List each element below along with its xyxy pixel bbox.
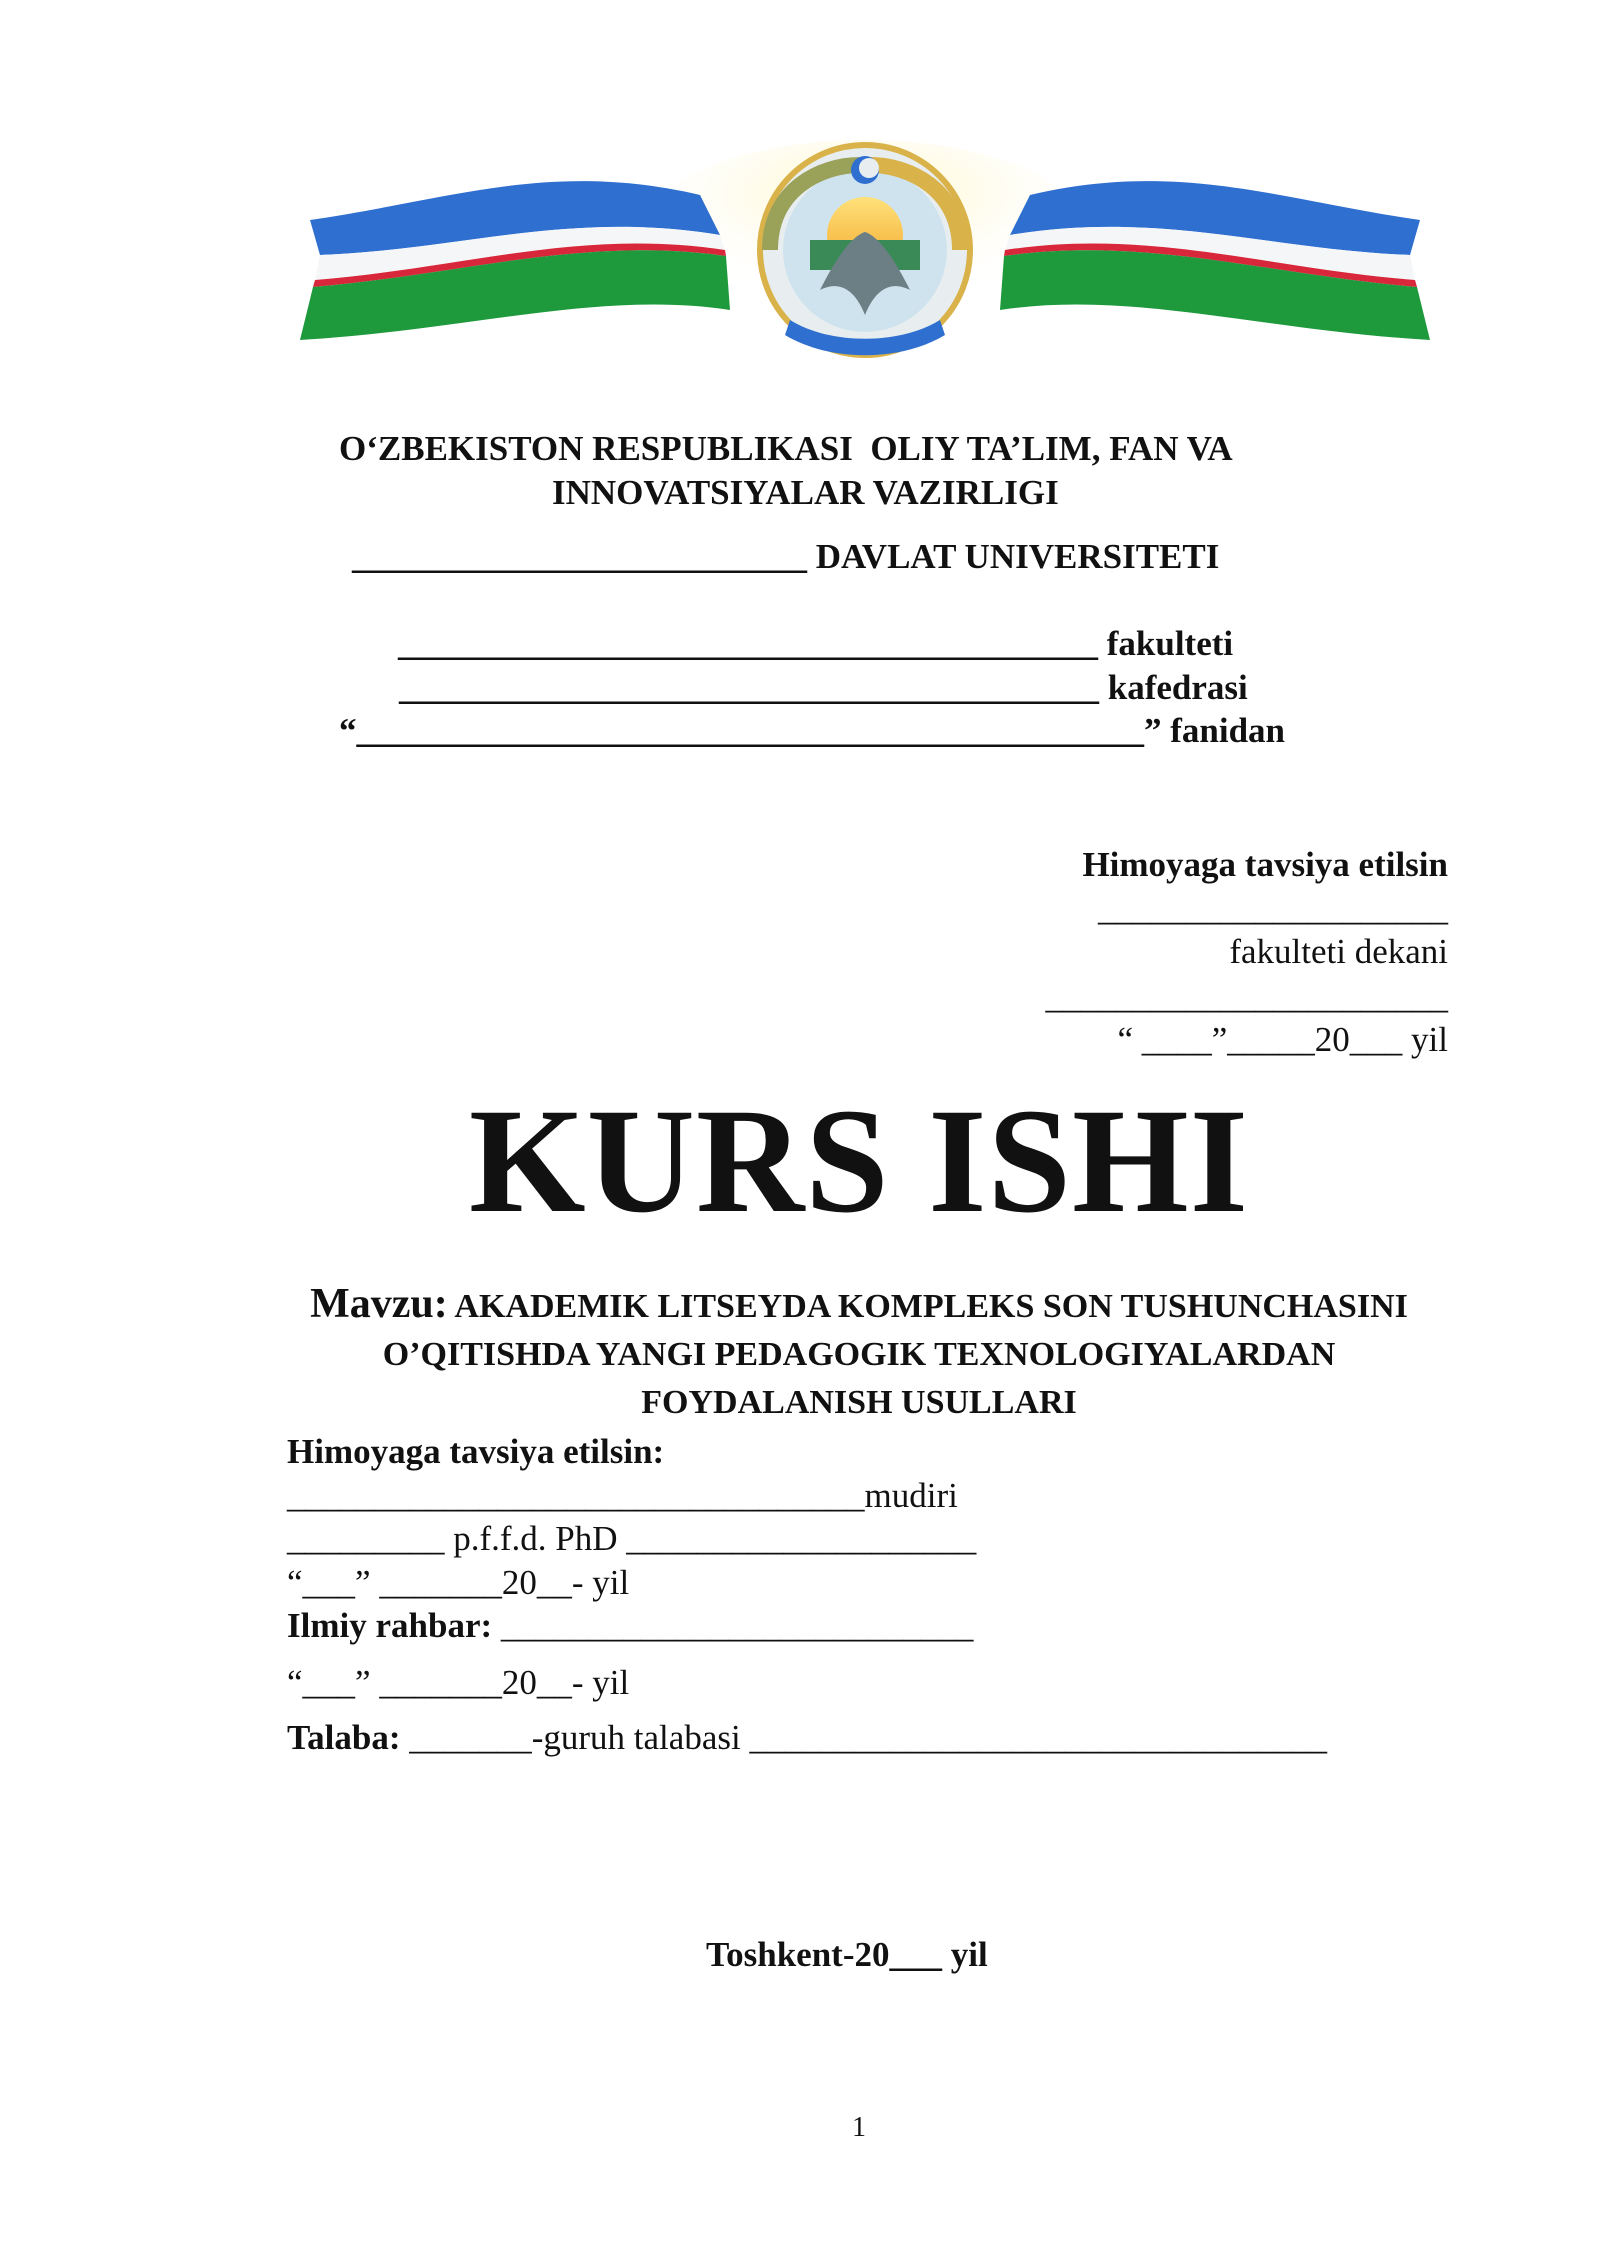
dean-approval-title: Himoyaga tavsiya etilsin	[1082, 845, 1448, 884]
student-line	[287, 1718, 1327, 1758]
defense-title: Himoyaga tavsiya etilsin:	[287, 1432, 665, 1471]
student-group-text: _______-guruh talabasi _________________________________	[400, 1718, 1327, 1757]
topic-line-2: O’QITISHDA YANGI PEDAGOGIK TEXNOLOGIYALARDAN	[382, 1336, 1336, 1373]
dean-label: fakulteti dekani	[1229, 932, 1448, 971]
ministry-title-line-1: O‘ZBEKISTON RESPUBLIKASI OLIY TA’LIM, FAN VA	[339, 429, 1233, 468]
supervisor-blank: ___________________________	[492, 1606, 974, 1645]
topic-line-3: FOYDALANISH USULLARI	[641, 1384, 1077, 1421]
department-head-line: _________________________________mudiri	[287, 1476, 958, 1515]
defense-date-line: “___” _______20__- yil	[287, 1563, 630, 1602]
supervisor-date-line: “___” _______20__- yil	[287, 1663, 630, 1702]
supervisor-line	[287, 1606, 973, 1646]
city-year: Toshkent-20___ yil	[706, 1935, 988, 1974]
department-line: ________________________________________ kafedrasi	[399, 668, 1248, 707]
dean-signature-blank: ____________________	[1098, 889, 1448, 928]
topic-text-1: AKADEMIK LITSEYDA KOMPLEKS SON TUSHUNCHASINI	[454, 1288, 1408, 1325]
topic-line-1	[0, 1280, 1600, 1328]
flag-emblem-image	[300, 140, 1430, 370]
supervisor-label: Ilmiy rahbar:	[287, 1606, 493, 1645]
document-title: KURS ISHI	[468, 1078, 1250, 1244]
page-number: 1	[852, 2112, 866, 2143]
state-emblem-banner	[300, 140, 1430, 370]
student-label: Talaba:	[287, 1718, 401, 1757]
subject-line: “_____________________________________________” fanidan	[339, 711, 1286, 750]
faculty-line: ________________________________________ fakulteti	[398, 624, 1234, 663]
ministry-title-line-2: INNOVATSIYALAR VAZIRLIGI	[552, 473, 1059, 512]
university-line: __________________________ DAVLAT UNIVERSITETI	[352, 537, 1220, 576]
dean-name-blank: _______________________	[1045, 977, 1448, 1016]
dean-approval-date: “ ____”_____20___ yil	[1117, 1020, 1448, 1059]
degree-line: _________ p.f.f.d. PhD ____________________	[287, 1519, 977, 1558]
topic-label: Mavzu:	[310, 1281, 448, 1327]
